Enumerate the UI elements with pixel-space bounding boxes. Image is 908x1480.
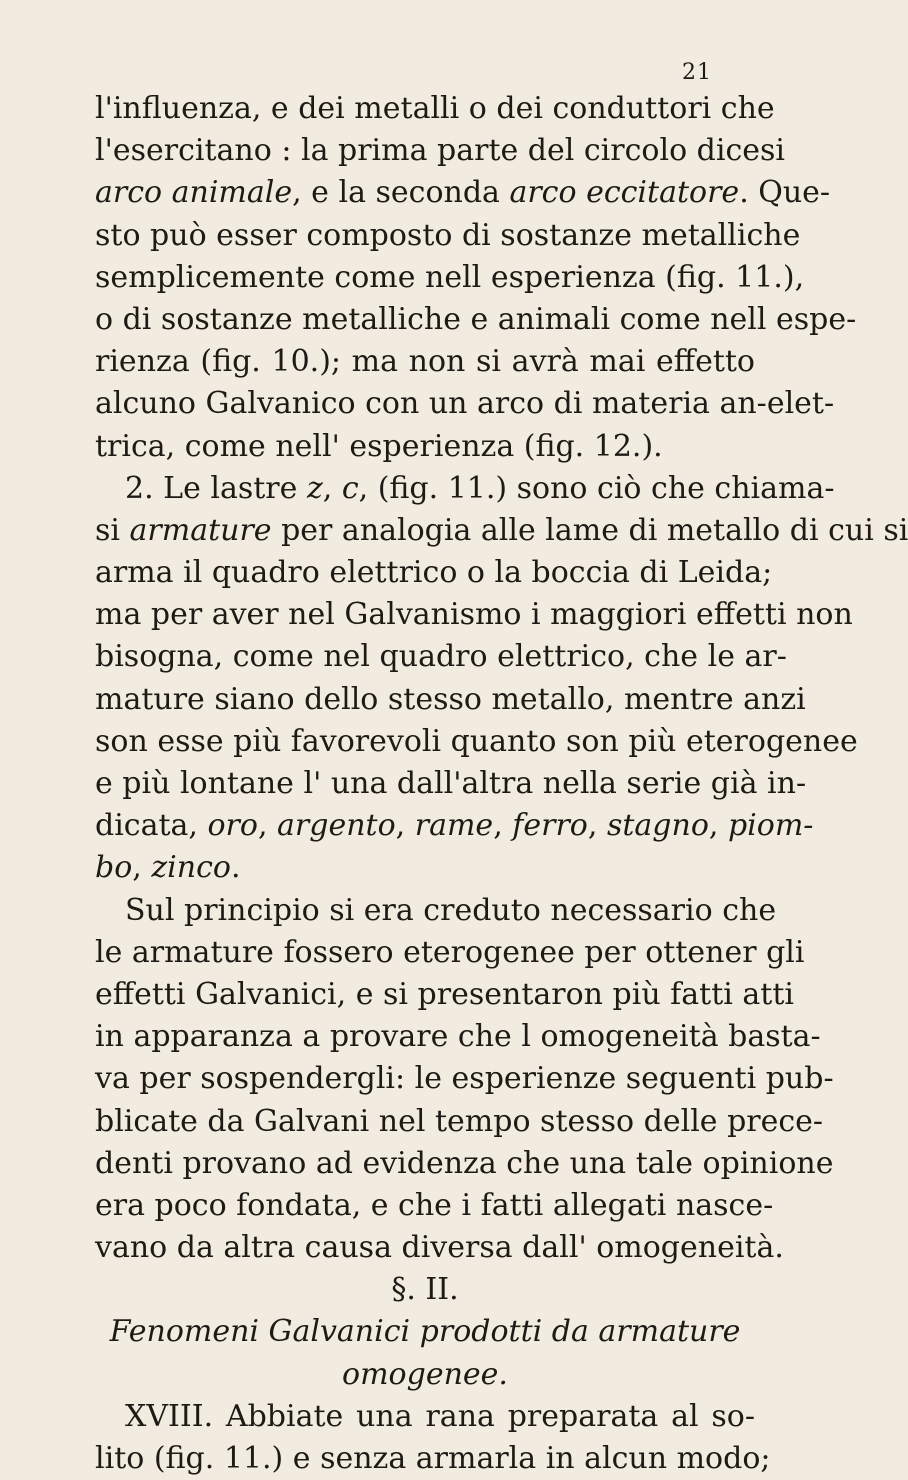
text-run: rienza (fig. 10.); ma non si avrà mai effetto — [95, 344, 755, 380]
text-run: , — [708, 808, 728, 844]
text-line — [95, 763, 807, 805]
text-line — [95, 1143, 834, 1185]
paragraph-armature — [95, 468, 908, 890]
italic-text: rame — [414, 808, 494, 844]
text-run: mature siano dello stesso metallo, mentre anzi — [95, 681, 806, 717]
text-run: , (fig. 11.) sono ciò che chiama- — [358, 470, 835, 506]
text-run: lito (fig. 11.) e senza armarla in alcun modo; — [95, 1441, 771, 1476]
text-run: , — [395, 808, 415, 844]
italic-text: bo — [95, 850, 133, 886]
text-run: o di sostanze metalliche e animali come nell espe- — [95, 301, 857, 337]
text-line — [95, 88, 775, 130]
text-run: sto può esser composto di sostanze metalliche — [95, 217, 801, 253]
text-run: , e la seconda — [292, 175, 510, 211]
text-line — [95, 932, 805, 974]
text-run: l'esercitano : la prima parte del circolo dicesi — [95, 133, 786, 169]
text-line — [95, 1438, 771, 1480]
text-run: trica, come nell' esperienza (fig. 12.). — [95, 428, 663, 464]
text-run: in apparanza a provare che l omogeneità basta- — [95, 1019, 821, 1055]
italic-text: c — [341, 470, 359, 506]
paragraph-arco — [95, 88, 857, 468]
italic-text: armature — [129, 512, 272, 548]
page-text — [95, 88, 908, 1480]
italic-text: z — [306, 470, 323, 506]
text-run: , — [322, 470, 342, 506]
section-heading-line-1: Fenomeni Galvanici prodotti da armature — [109, 1314, 741, 1350]
text-run: 2. Le lastre — [125, 470, 307, 506]
text-line — [95, 172, 831, 214]
text-run: alcuno Galvanico con un arco di materia an-elet- — [95, 386, 835, 422]
text-line — [95, 636, 787, 678]
text-run: va per sospendergli: le esperienze seguenti pub- — [95, 1061, 834, 1097]
section-heading-line-2: omogenee. — [342, 1356, 508, 1392]
text-run: l'influenza, e dei metalli o dei conduttori che — [95, 91, 775, 126]
text-line — [95, 1101, 824, 1143]
text-line — [95, 130, 786, 172]
text-line — [95, 383, 835, 425]
italic-text: arco animale — [95, 175, 293, 211]
text-line — [95, 426, 755, 468]
text-run: semplicemente come nell esperienza (fig. 11.), — [95, 259, 805, 295]
text-run: Sul principio si era creduto necessario che — [125, 892, 777, 928]
text-run: . — [230, 850, 241, 886]
italic-text: argento — [277, 808, 396, 844]
text-run: vano da altra causa diversa dall' omogeneità. — [95, 1230, 784, 1266]
text-line — [95, 552, 773, 594]
italic-text: stagno — [606, 808, 709, 844]
text-run: , — [257, 808, 278, 844]
italic-text: piom- — [727, 808, 814, 844]
paragraph-omogeneita — [95, 890, 834, 1270]
text-run: e più lontane l' una dall'altra nella serie già in- — [95, 766, 807, 801]
text-run: si — [95, 512, 130, 548]
text-line — [95, 594, 853, 636]
text-line — [95, 1185, 774, 1227]
text-run: . Que- — [739, 175, 831, 211]
text-line — [95, 341, 755, 383]
text-run: arma il quadro elettrico o la boccia di Leida; — [95, 555, 773, 591]
text-line — [95, 679, 806, 721]
text-line — [95, 890, 777, 932]
text-run: blicate da Galvani nel tempo stesso delle prece- — [95, 1103, 824, 1139]
section-mark: §. II. — [391, 1272, 459, 1308]
text-line — [95, 299, 857, 341]
text-line — [95, 1058, 834, 1100]
text-run: , — [493, 808, 513, 844]
text-line — [95, 1227, 784, 1269]
text-run: denti provano ad evidenza che una tale opinione — [95, 1145, 834, 1181]
text-run: , — [132, 850, 152, 886]
text-line — [95, 974, 794, 1016]
italic-text: ferro — [512, 808, 588, 844]
text-run: era poco fondata, e che i fatti allegati nasce- — [95, 1187, 774, 1223]
text-line — [95, 847, 755, 889]
text-run: bisogna, come nel quadro elettrico, che le ar- — [95, 639, 787, 675]
text-run: le armature fossero eterogenee per ottener gli — [95, 934, 805, 970]
text-run: son esse più favorevoli quanto son più eterogenee — [95, 723, 858, 759]
italic-text: arco eccitatore — [509, 175, 740, 211]
text-line — [95, 1016, 821, 1058]
text-line — [95, 215, 801, 257]
text-line — [95, 805, 814, 847]
italic-text: zinco — [151, 850, 231, 886]
text-run: dicata, — [95, 808, 208, 844]
text-run: ma per aver nel Galvanismo i maggiori effetti non — [95, 597, 853, 633]
text-run: , — [587, 808, 607, 844]
text-line — [95, 510, 908, 552]
text-line — [95, 1396, 755, 1438]
text-line — [95, 468, 835, 510]
paragraph-xviii — [95, 1396, 771, 1480]
text-run: per analogia alle lame di metallo di cui si — [271, 512, 908, 548]
text-run: effetti Galvanici, e si presentaron più fatti atti — [95, 976, 794, 1012]
page-number: 21 — [682, 60, 712, 85]
text-run: XVIII. Abbiate una rana preparata al so- — [125, 1398, 755, 1434]
text-line — [95, 721, 858, 763]
text-line — [95, 257, 805, 299]
italic-text: oro — [207, 808, 258, 844]
